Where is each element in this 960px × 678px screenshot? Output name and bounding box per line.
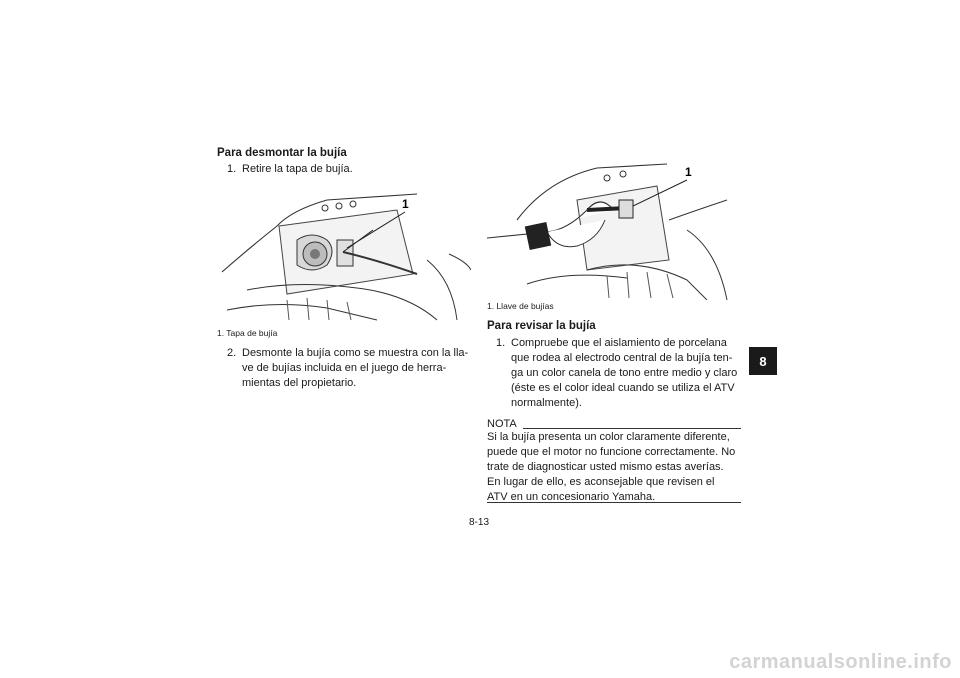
- note-line: puede que el motor no funcione correctamente. No: [487, 446, 736, 458]
- step-check-plug: [496, 336, 746, 414]
- step-text-line: mientas del propietario.: [242, 377, 357, 389]
- step-text-line: que rodea al electrodo central de la bujía ten-: [511, 352, 733, 364]
- watermark: carmanualsonline.info: [729, 651, 952, 673]
- step-remove-cap: [227, 162, 487, 178]
- figure-callout-1: 1: [685, 165, 692, 179]
- note-label: NOTA: [487, 418, 517, 430]
- spark-plug-cap-illustration: [217, 190, 471, 322]
- section-heading-check: Para revisar la bujía: [487, 320, 596, 332]
- step-number: 1.: [496, 337, 506, 349]
- figure-caption: 1. Tapa de bujía: [217, 328, 278, 338]
- page-number: 8-13: [469, 517, 490, 528]
- step-number: 2.: [227, 347, 237, 359]
- spark-plug-wrench-illustration: [487, 160, 739, 300]
- note-top-rule: [523, 428, 741, 429]
- step-text-line: Desmonte la bujía como se muestra con la lla-: [242, 347, 469, 359]
- note-bottom-rule: [487, 502, 741, 503]
- figure-caption: 1. Llave de bujías: [487, 301, 554, 311]
- note-line: trate de diagnosticar usted mismo estas averías.: [487, 461, 724, 473]
- step-text-line: (éste es el color ideal cuando se utiliza el ATV: [511, 382, 735, 394]
- step-text-line: ga un color canela de tono entre medio y claro: [511, 367, 738, 379]
- chapter-tab: 8: [749, 347, 777, 375]
- step-text-line: Compruebe que el aislamiento de porcelana: [511, 337, 727, 349]
- section-heading-remove: Para desmontar la bujía: [217, 147, 347, 159]
- note-line: En lugar de ello, es aconsejable que revisen el: [487, 476, 715, 488]
- note-line: ATV en un concesionario Yamaha.: [487, 491, 656, 503]
- figure-callout-1: 1: [402, 197, 409, 211]
- step-text-line: ve de bujías incluida en el juego de herra-: [242, 362, 447, 374]
- step-text: Retire la tapa de bujía.: [242, 163, 353, 175]
- step-text-line: normalmente).: [511, 397, 582, 409]
- note-line: Si la bujía presenta un color claramente diferente,: [487, 431, 730, 443]
- note-body: [487, 430, 743, 505]
- step-number: 1.: [227, 163, 237, 175]
- step-remove-plug: [227, 346, 472, 394]
